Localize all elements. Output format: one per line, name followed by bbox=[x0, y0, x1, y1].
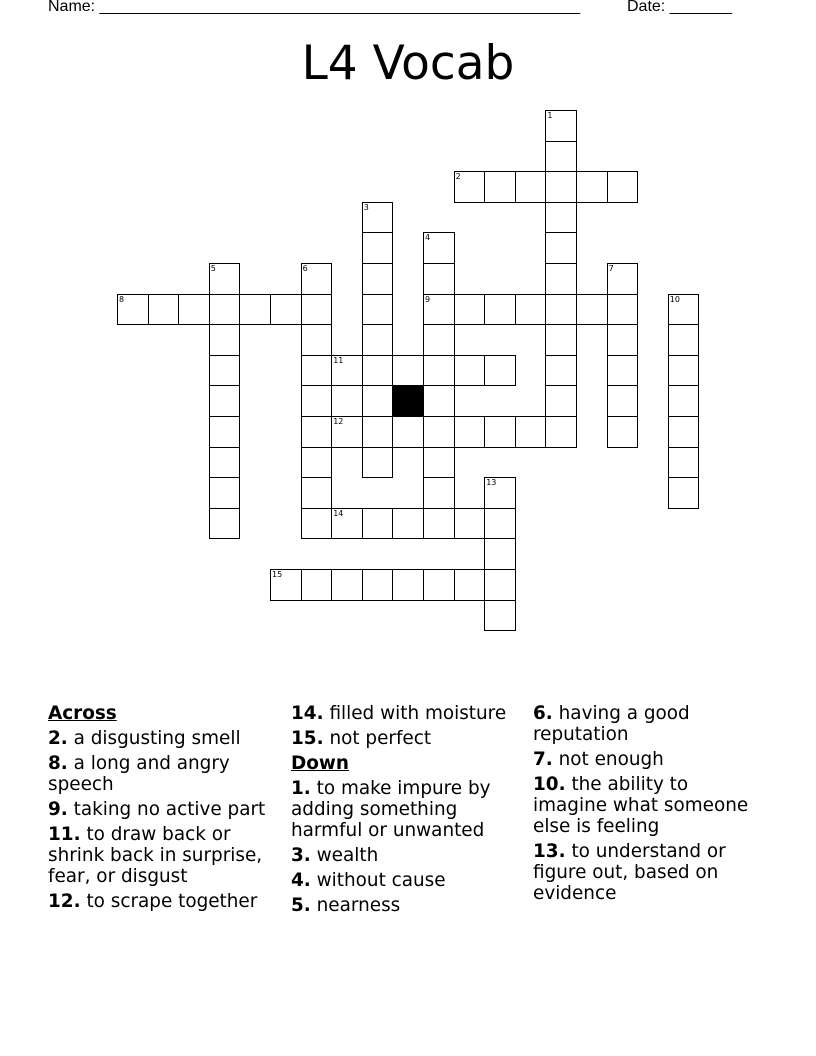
crossword-cell[interactable] bbox=[423, 232, 455, 264]
cell-number: 12 bbox=[333, 417, 344, 426]
crossword-cell[interactable] bbox=[301, 294, 333, 326]
crossword-cell[interactable] bbox=[148, 294, 180, 326]
clue-number: 8. bbox=[48, 753, 68, 774]
crossword-cell[interactable] bbox=[484, 294, 516, 326]
crossword-cell[interactable] bbox=[362, 324, 394, 356]
clue-column-2 bbox=[291, 703, 526, 920]
crossword-cell[interactable] bbox=[607, 171, 639, 203]
crossword-cell[interactable] bbox=[209, 508, 241, 540]
crossword-cell[interactable] bbox=[484, 355, 516, 387]
clue-number: 6. bbox=[533, 703, 553, 724]
crossword-cell[interactable] bbox=[270, 569, 302, 601]
cell-number: 6 bbox=[302, 264, 308, 273]
clue-item bbox=[48, 728, 283, 749]
crossword-cell[interactable] bbox=[545, 355, 577, 387]
crossword-cell[interactable] bbox=[454, 416, 486, 448]
cell-number: 11 bbox=[333, 355, 344, 365]
crossword-cell[interactable] bbox=[607, 416, 639, 448]
crossword-cell[interactable] bbox=[545, 202, 577, 234]
crossword-cell[interactable] bbox=[423, 385, 455, 417]
crossword-cell[interactable] bbox=[454, 294, 486, 326]
crossword-cell[interactable] bbox=[178, 294, 210, 326]
clue-item bbox=[48, 753, 283, 795]
puzzle-title: L4 Vocab bbox=[301, 36, 515, 91]
clue-item bbox=[48, 824, 283, 887]
cell-number: 15 bbox=[272, 570, 283, 579]
clue-text: not perfect bbox=[323, 728, 432, 749]
crossword-cell[interactable] bbox=[423, 569, 455, 601]
clue-number: 1. bbox=[291, 778, 311, 799]
clue-text: to understand or figure out, based on evidence bbox=[533, 841, 726, 904]
crossword-cell[interactable] bbox=[607, 263, 639, 295]
clue-number: 13. bbox=[533, 841, 566, 862]
crossword-cell[interactable] bbox=[423, 263, 455, 295]
crossword-cell[interactable] bbox=[668, 477, 700, 509]
crossword-cell[interactable] bbox=[484, 600, 516, 632]
crossword-cell[interactable] bbox=[545, 232, 577, 264]
clue-number: 4. bbox=[291, 870, 311, 891]
crossword-cell[interactable] bbox=[515, 171, 547, 203]
crossword-cell[interactable] bbox=[301, 569, 333, 601]
name-field-line: Name: ______________________________________________________ bbox=[48, 0, 581, 15]
crossword-cell[interactable] bbox=[423, 447, 455, 479]
clue-number: 3. bbox=[291, 845, 311, 866]
crossword-cell[interactable] bbox=[239, 294, 271, 326]
crossword-cell[interactable] bbox=[454, 569, 486, 601]
crossword-cell[interactable] bbox=[484, 538, 516, 570]
crossword-cell[interactable] bbox=[484, 508, 516, 540]
crossword-cell[interactable] bbox=[331, 569, 363, 601]
clue-text: nearness bbox=[310, 895, 401, 916]
crossword-cell[interactable] bbox=[607, 294, 639, 326]
clue-item bbox=[533, 703, 768, 745]
clue-text: wealth bbox=[310, 845, 379, 866]
clue-text: having a good reputation bbox=[533, 703, 690, 745]
crossword-cell[interactable] bbox=[392, 508, 424, 540]
crossword-cell[interactable] bbox=[209, 447, 241, 479]
crossword-cell[interactable] bbox=[454, 355, 486, 387]
crossword-cell[interactable] bbox=[668, 324, 700, 356]
crossword-cell[interactable] bbox=[301, 477, 333, 509]
crossword-cell[interactable] bbox=[576, 171, 608, 203]
crossword-cell[interactable] bbox=[362, 263, 394, 295]
crossword-cell[interactable] bbox=[392, 569, 424, 601]
crossword-cell[interactable] bbox=[209, 385, 241, 417]
crossword-cell[interactable] bbox=[301, 263, 333, 295]
crossword-cell[interactable] bbox=[423, 477, 455, 509]
crossword-cell[interactable] bbox=[484, 569, 516, 601]
clue-number: 5. bbox=[291, 895, 311, 916]
crossword-cell[interactable] bbox=[331, 355, 363, 387]
cell-number: 3 bbox=[363, 202, 369, 212]
crossword-cell[interactable] bbox=[209, 477, 241, 509]
clue-item bbox=[48, 799, 283, 820]
clue-number: 9. bbox=[48, 799, 68, 820]
crossword-cell[interactable] bbox=[423, 416, 455, 448]
crossword-cell[interactable] bbox=[209, 416, 241, 448]
crossword-cell[interactable] bbox=[545, 324, 577, 356]
cell-number: 1 bbox=[547, 111, 553, 120]
crossword-cell[interactable] bbox=[331, 508, 363, 540]
crossword-cell[interactable] bbox=[668, 294, 700, 326]
clue-heading-down: Down bbox=[291, 753, 349, 774]
crossword-cell[interactable] bbox=[301, 447, 333, 479]
cell-number: 14 bbox=[333, 508, 344, 518]
crossword-cell[interactable] bbox=[392, 416, 424, 448]
clue-column-3 bbox=[533, 703, 768, 908]
cell-number: 5 bbox=[210, 264, 216, 273]
clue-number: 7. bbox=[533, 749, 553, 770]
crossword-cell[interactable] bbox=[301, 324, 333, 356]
crossword-cell[interactable] bbox=[545, 263, 577, 295]
crossword-cell[interactable] bbox=[454, 508, 486, 540]
crossword-cell[interactable] bbox=[545, 110, 577, 142]
crossword-cell[interactable] bbox=[301, 416, 333, 448]
crossword-cell[interactable] bbox=[362, 416, 394, 448]
crossword-cell[interactable] bbox=[484, 477, 516, 509]
clue-number: 14. bbox=[291, 703, 324, 724]
crossword-cell[interactable] bbox=[362, 232, 394, 264]
clue-text: not enough bbox=[552, 749, 664, 770]
cell-number: 9 bbox=[425, 294, 431, 304]
clue-item bbox=[533, 774, 768, 837]
crossword-cell[interactable] bbox=[209, 263, 241, 295]
clue-text: the ability to imagine what someone else is feeling bbox=[533, 774, 749, 837]
crossword-cell[interactable] bbox=[209, 294, 241, 326]
clue-text: to make impure by adding something harmful or unwanted bbox=[291, 778, 491, 841]
clue-text: to draw back or shrink back in surprise, fear, or disgust bbox=[48, 824, 263, 887]
clue-item bbox=[533, 749, 768, 770]
clue-item bbox=[291, 870, 526, 891]
crossword-cell[interactable] bbox=[515, 416, 547, 448]
cell-number: 2 bbox=[455, 172, 461, 182]
crossword-cell[interactable] bbox=[423, 355, 455, 387]
crossword-cell[interactable] bbox=[545, 416, 577, 448]
clue-heading-across: Across bbox=[48, 703, 117, 724]
crossword-cell[interactable] bbox=[515, 294, 547, 326]
clue-text: to scrape together bbox=[80, 891, 258, 912]
crossword-cell[interactable] bbox=[545, 385, 577, 417]
crossword-cell[interactable] bbox=[545, 171, 577, 203]
crossword-cell[interactable] bbox=[362, 508, 394, 540]
crossword-cell[interactable] bbox=[484, 416, 516, 448]
cell-number: 10 bbox=[669, 294, 680, 304]
clue-text: a disgusting smell bbox=[67, 728, 241, 749]
clue-item bbox=[291, 728, 526, 749]
clue-item bbox=[533, 841, 768, 904]
clue-text: a long and angry speech bbox=[48, 753, 230, 795]
crossword-cell[interactable] bbox=[301, 385, 333, 417]
clue-item bbox=[291, 703, 526, 724]
crossword-cell[interactable] bbox=[607, 385, 639, 417]
clue-number: 2. bbox=[48, 728, 68, 749]
clue-text: filled with moisture bbox=[323, 703, 507, 724]
crossword-cell[interactable] bbox=[392, 355, 424, 387]
crossword-cell[interactable] bbox=[301, 508, 333, 540]
crossword-cell[interactable] bbox=[362, 294, 394, 326]
clue-number: 11. bbox=[48, 824, 81, 845]
crossword-cell[interactable] bbox=[117, 294, 149, 326]
clue-item bbox=[48, 891, 283, 912]
cell-number: 13 bbox=[486, 478, 497, 488]
clue-number: 15. bbox=[291, 728, 324, 749]
crossword-cell[interactable] bbox=[423, 508, 455, 540]
cell-number: 8 bbox=[119, 294, 125, 304]
clue-item bbox=[291, 895, 526, 916]
crossword-cell[interactable] bbox=[668, 385, 700, 417]
crossword-cell[interactable] bbox=[209, 324, 241, 356]
crossword-cell[interactable] bbox=[423, 324, 455, 356]
crossword-cell[interactable] bbox=[209, 355, 241, 387]
crossword-cell[interactable] bbox=[301, 355, 333, 387]
clue-number: 10. bbox=[533, 774, 566, 795]
date-field-line: Date: _______ bbox=[627, 0, 732, 15]
clue-text: taking no active part bbox=[67, 799, 266, 820]
crossword-cell[interactable] bbox=[362, 447, 394, 479]
crossword-cell[interactable] bbox=[607, 324, 639, 356]
clue-number: 12. bbox=[48, 891, 81, 912]
clue-column-1 bbox=[48, 703, 283, 916]
crossword-cell[interactable] bbox=[423, 294, 455, 326]
crossword-cell[interactable] bbox=[545, 141, 577, 173]
crossword-cell[interactable] bbox=[576, 294, 608, 326]
crossword-cell[interactable] bbox=[362, 385, 394, 417]
crossword-cell[interactable] bbox=[668, 355, 700, 387]
clue-item bbox=[291, 778, 526, 841]
crossword-cell[interactable] bbox=[362, 569, 394, 601]
crossword-cell[interactable] bbox=[270, 294, 302, 326]
cell-number: 4 bbox=[425, 233, 431, 243]
cell-number: 7 bbox=[608, 264, 614, 273]
crossword-cell[interactable] bbox=[362, 202, 394, 234]
crossword-cell[interactable] bbox=[668, 447, 700, 479]
crossword-cell[interactable] bbox=[484, 171, 516, 203]
crossword-cell[interactable] bbox=[362, 355, 394, 387]
crossword-cell[interactable] bbox=[545, 294, 577, 326]
clue-text: without cause bbox=[310, 870, 446, 891]
clue-item bbox=[291, 845, 526, 866]
crossword-black-cell bbox=[392, 385, 424, 417]
crossword-cell[interactable] bbox=[454, 171, 486, 203]
crossword-cell[interactable] bbox=[668, 416, 700, 448]
crossword-cell[interactable] bbox=[331, 416, 363, 448]
crossword-cell[interactable] bbox=[607, 355, 639, 387]
